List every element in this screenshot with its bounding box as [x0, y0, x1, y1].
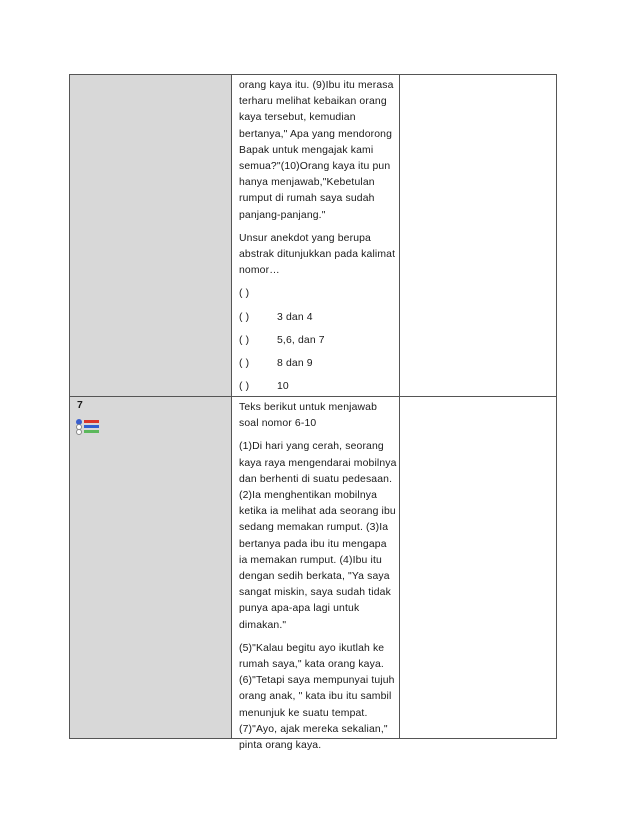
- option-text: 10: [277, 381, 289, 393]
- answer-option[interactable]: [239, 286, 397, 302]
- passage-intro: Teks berikut untuk menjawab soal nomor 6-10: [239, 402, 378, 430]
- question-cell: [232, 397, 401, 760]
- question-table: [69, 74, 557, 752]
- passage-paragraph: (5)"Kalau begitu ayo ikutlah ke rumah saya," kata orang kaya. (6)"Tetapi saya mempunyai tujuh orang anak, " kata ibu itu sambil menunjuk ke suatu tempat. (7)"Ayo, ajak mereka sekalian," pinta orang kaya.: [239, 642, 395, 752]
- color-bar-icon: [84, 430, 99, 433]
- option-mark: ( ): [239, 334, 250, 346]
- answer-cell: [399, 75, 400, 396]
- option-mark: ( ): [239, 381, 250, 393]
- question-text: Unsur anekdot yang berupa abstrak ditunjukkan pada kalimat nomor…: [239, 232, 396, 277]
- color-bar-icon: [84, 425, 99, 428]
- number-cell: [70, 397, 232, 738]
- option-mark: ( ): [239, 358, 250, 370]
- table-row: [69, 74, 557, 397]
- table-row: [69, 397, 557, 752]
- radio-option-icon: [76, 429, 99, 434]
- option-text: 8 dan 9: [277, 358, 313, 370]
- answer-cell: [399, 397, 400, 738]
- answer-option[interactable]: [239, 356, 397, 372]
- option-mark: ( ): [239, 311, 250, 323]
- answer-option[interactable]: [239, 379, 397, 395]
- passage-continuation: orang kaya itu. (9)Ibu itu merasa terharu melihat kebaikan orang kaya tersebut, kemudian bertanya," Apa yang mendorong Bapak untuk mengajak kami semua?"(10)Orang kaya itu pun hanya menjawab,"Kebetulan rumput di rumah saya sudah panjang-panjang.": [239, 80, 394, 221]
- passage-paragraph: (1)Di hari yang cerah, seorang kaya raya mengendarai mobilnya dan berhenti di suatu pedesaan. (2)Ia menghentikan mobilnya ketika ia melihat ada seorang ibu sedang memakan rumput. (3)Ia bertanya pada ibu itu mengapa ia memakan rumput. (4)Ibu itu dengan sedih berkata, "Ya saya sangat miskin, saya sudah tidak punya apa-apa lagi untuk dimakan.": [239, 441, 397, 631]
- question-number: 7: [77, 400, 83, 411]
- option-text: 3 dan 4: [277, 311, 313, 323]
- number-cell: [70, 75, 232, 396]
- option-text: 5,6, dan 7: [277, 334, 325, 346]
- answer-option[interactable]: [239, 333, 397, 349]
- color-bar-icon: [84, 420, 99, 423]
- answer-type-icon: [76, 419, 99, 434]
- question-cell: [232, 75, 401, 401]
- option-mark: ( ): [239, 288, 250, 300]
- answer-option[interactable]: [239, 310, 397, 326]
- radio-dot-icon: [76, 429, 82, 435]
